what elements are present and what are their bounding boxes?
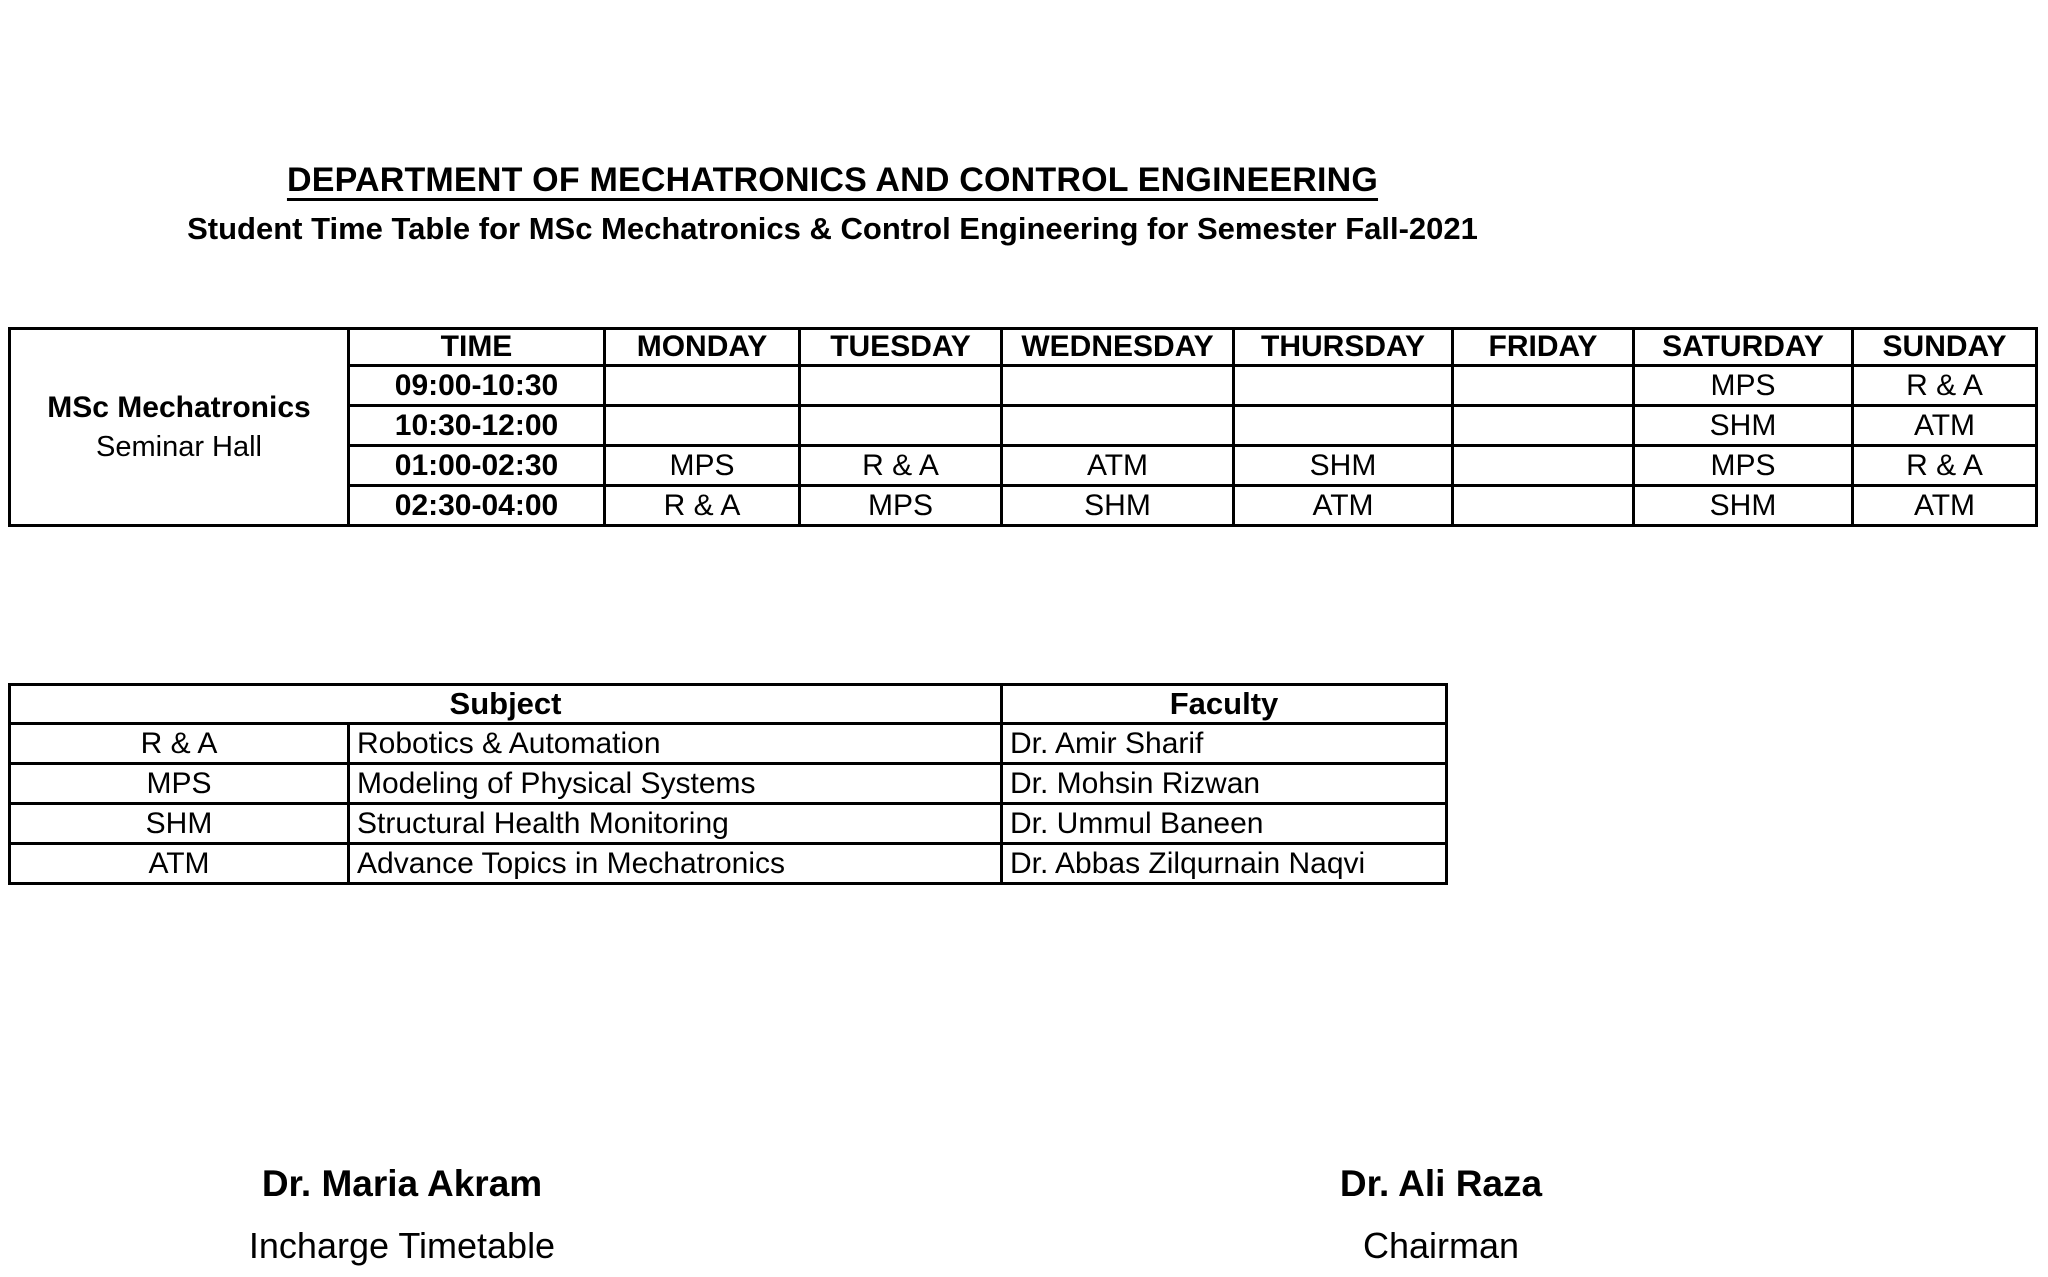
legend-row	[10, 764, 1447, 804]
timetable-cell	[1453, 486, 1634, 526]
timetable-cell: MPS	[1634, 366, 1853, 406]
col-header-thursday: THURSDAY	[1234, 329, 1453, 366]
faculty-column-header: Faculty	[1002, 685, 1447, 724]
faculty-name: Dr. Ummul Baneen	[1002, 804, 1447, 844]
faculty-name: Dr. Abbas Zilqurnain Naqvi	[1002, 844, 1447, 884]
timetable-cell: MPS	[605, 446, 800, 486]
timetable-cell	[1002, 366, 1234, 406]
col-header-monday: MONDAY	[605, 329, 800, 366]
signature-role: Incharge Timetable	[248, 1225, 556, 1266]
subject-code: R & A	[10, 724, 349, 764]
time-slot: 09:00-10:30	[349, 366, 605, 406]
col-header-saturday: SATURDAY	[1634, 329, 1853, 366]
timetable-cell	[1453, 446, 1634, 486]
timetable-cell: R & A	[800, 446, 1002, 486]
timetable-cell: SHM	[1234, 446, 1453, 486]
time-slot: 10:30-12:00	[349, 406, 605, 446]
col-header-wednesday: WEDNESDAY	[1002, 329, 1234, 366]
subject-code: MPS	[10, 764, 349, 804]
timetable-cell: SHM	[1634, 406, 1853, 446]
signature-name: Dr. Maria Akram	[261, 1163, 543, 1204]
timetable-cell: ATM	[1002, 446, 1234, 486]
room-cell	[10, 329, 349, 526]
timetable-cell	[1453, 406, 1634, 446]
legend-row	[10, 724, 1447, 764]
signature-role: Chairman	[1362, 1225, 1520, 1266]
page-title: DEPARTMENT OF MECHATRONICS AND CONTROL ENGINEERING	[286, 161, 1379, 199]
timetable-cell: R & A	[1853, 366, 2037, 406]
timetable-cell	[1234, 406, 1453, 446]
signature-incharge	[102, 1162, 702, 1268]
program-name: MSc Mechatronics	[47, 391, 311, 424]
subject-faculty-table	[8, 683, 1448, 885]
subject-code: ATM	[10, 844, 349, 884]
timetable-cell	[800, 366, 1002, 406]
hall-name: Seminar Hall	[96, 431, 262, 463]
document-header	[0, 160, 1665, 248]
timetable-cell: R & A	[605, 486, 800, 526]
timetable-cell: ATM	[1853, 486, 2037, 526]
timetable-cell: ATM	[1234, 486, 1453, 526]
timetable-cell: MPS	[1634, 446, 1853, 486]
timetable-cell: SHM	[1634, 486, 1853, 526]
subject-column-header: Subject	[10, 685, 1002, 724]
col-header-friday: FRIDAY	[1453, 329, 1634, 366]
faculty-name: Dr. Amir Sharif	[1002, 724, 1447, 764]
time-slot: 02:30-04:00	[349, 486, 605, 526]
subject-name: Advance Topics in Mechatronics	[349, 844, 1002, 884]
timetable-cell	[605, 406, 800, 446]
timetable-header-row	[10, 329, 2037, 366]
subject-name: Structural Health Monitoring	[349, 804, 1002, 844]
timetable	[8, 327, 2038, 527]
subject-name: Modeling of Physical Systems	[349, 764, 1002, 804]
legend-row	[10, 844, 1447, 884]
col-header-sunday: SUNDAY	[1853, 329, 2037, 366]
col-header-tuesday: TUESDAY	[800, 329, 1002, 366]
subject-name: Robotics & Automation	[349, 724, 1002, 764]
timetable-cell	[1234, 366, 1453, 406]
faculty-name: Dr. Mohsin Rizwan	[1002, 764, 1447, 804]
legend-header-row	[10, 685, 1447, 724]
subject-code: SHM	[10, 804, 349, 844]
col-header-time: TIME	[349, 329, 605, 366]
timetable-cell	[1453, 366, 1634, 406]
page-subtitle: Student Time Table for MSc Mechatronics & Control Engineering for Semester Fall-2021	[187, 211, 1478, 246]
time-slot: 01:00-02:30	[349, 446, 605, 486]
signature-chairman	[1141, 1162, 1741, 1268]
legend-row	[10, 804, 1447, 844]
timetable-cell	[605, 366, 800, 406]
signature-name: Dr. Ali Raza	[1339, 1163, 1543, 1204]
timetable-cell: R & A	[1853, 446, 2037, 486]
timetable-cell: SHM	[1002, 486, 1234, 526]
timetable-cell: ATM	[1853, 406, 2037, 446]
timetable-cell	[1002, 406, 1234, 446]
timetable-cell: MPS	[800, 486, 1002, 526]
timetable-cell	[800, 406, 1002, 446]
